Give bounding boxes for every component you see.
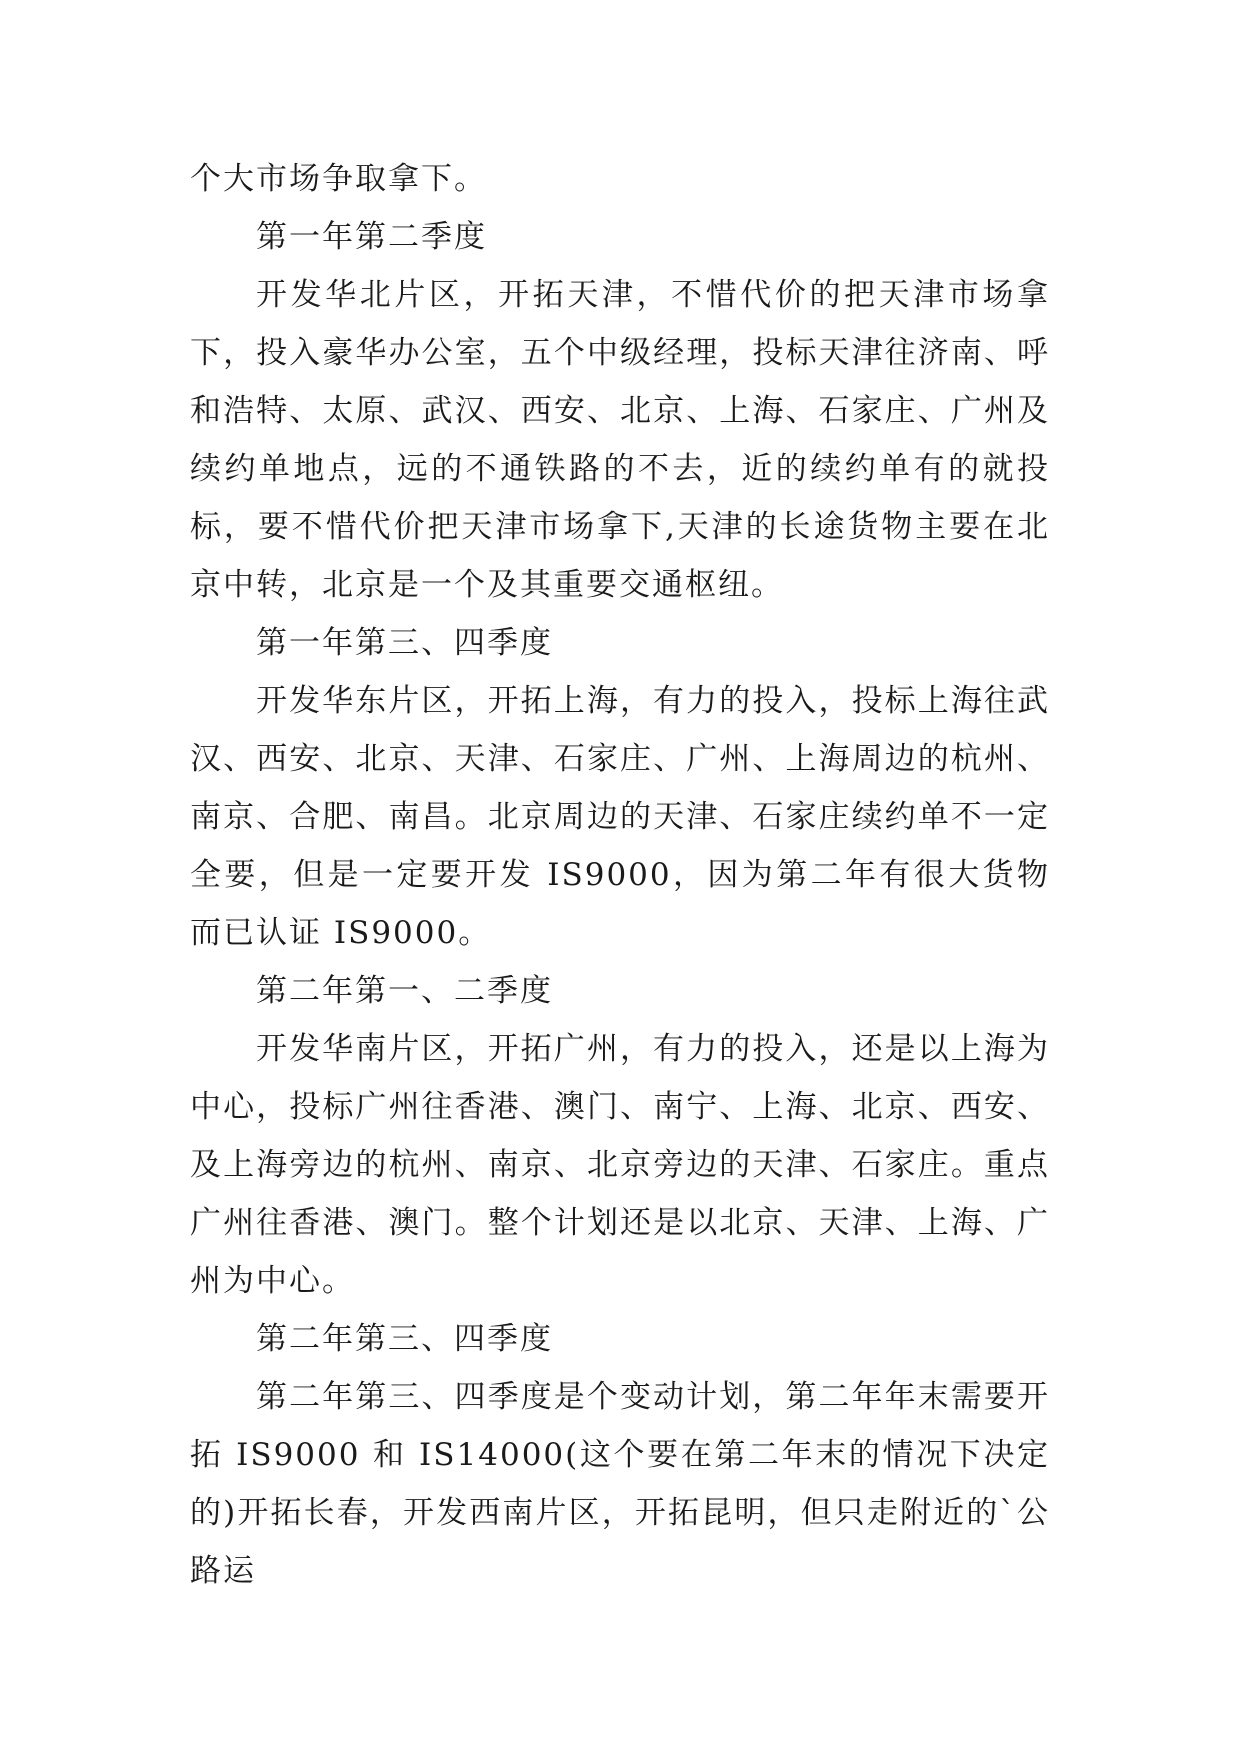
paragraph-y2-q3-q4: 第二年第三、四季度是个变动计划，第二年年末需要开拓 IS9000 和 IS14000(这个要在第二年末的情况下决定的)开拓长春，开发西南片区，开拓昆明，但只走附近的`公路运 <box>190 1379 1050 1589</box>
paragraph-y1-q2: 开发华北片区，开拓天津，不惜代价的把天津市场拿下，投入豪华办公室，五个中级经理，投标天津往济南、呼和浩特、太原、武汉、西安、北京、上海、石家庄、广州及续约单地点，远的不通铁路的不去，近的续约单有的就投标，要不惜代价把天津市场拿下,天津的长途货物主要在北京中转，北京是一个及其重要交通枢纽。 <box>190 277 1050 603</box>
paragraph-y2-q1-q2: 开发华南片区，开拓广州，有力的投入，还是以上海为中心，投标广州往香港、澳门、南宁、上海、北京、西安、及上海旁边的杭州、南京、北京旁边的天津、石家庄。重点广州往香港、澳门。整个计划还是以北京、天津、上海、广州为中心。 <box>190 1031 1050 1299</box>
section-heading-y1-q3-q4: 第一年第三、四季度 <box>256 625 553 661</box>
paragraph-y1-q3-q4: 开发华东片区，开拓上海，有力的投入，投标上海往武汉、西安、北京、天津、石家庄、广州、上海周边的杭州、南京、合肥、南昌。北京周边的天津、石家庄续约单不一定全要，但是一定要开发 IS9000，因为第二年有很大货物而已认证 IS9000。 <box>190 683 1050 951</box>
section-heading-y2-q3-q4: 第二年第三、四季度 <box>256 1321 553 1357</box>
section-heading-y1-q2: 第一年第二季度 <box>256 219 487 255</box>
paragraph-continuation: 个大市场争取拿下。 <box>190 161 487 197</box>
document-body <box>190 150 1050 1600</box>
section-heading-y2-q1-q2: 第二年第一、二季度 <box>256 973 553 1009</box>
